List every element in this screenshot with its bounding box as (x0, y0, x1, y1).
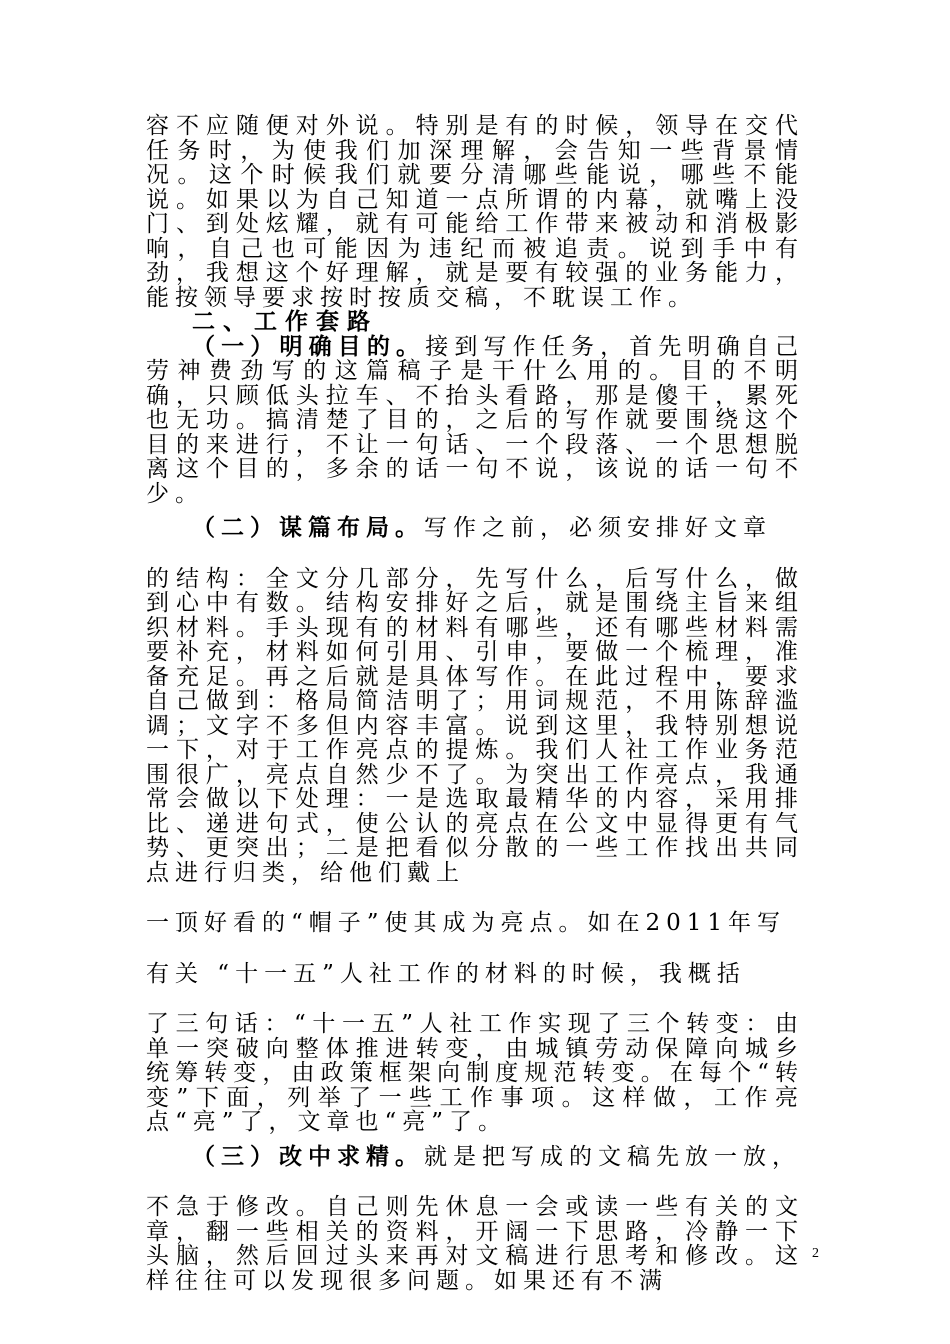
paragraph-continuation: 了三句话：“十一五”人社工作实现了三个转变：由单一突破向整体推进转变，由城镇劳动保障向城乡统筹转变，由政策框架向制度规范转变。在每个“转变”下面，列举了一些工作事项。这样做，工作亮点“亮”了，文章也“亮”了。 (146, 1011, 804, 1135)
body-text (146, 114, 804, 1293)
paragraph-text: 就是把写成的文稿先放一放， (424, 1143, 801, 1170)
subsection-lead: （二）谋篇布局。 (192, 515, 424, 541)
paragraph-text: 写作之前，必须安排好文章 (424, 515, 772, 541)
paragraph (146, 516, 804, 541)
paragraph (146, 1145, 804, 1170)
paragraph-continuation: 的结构：全文分几部分，先写什么，后写什么，做到心中有数。结构安排好之后，就是围绕主旨来组织材料。手头现有的材料有哪些，还有哪些材料需要补充，材料如何引用、引申，要做一个梳理，准备充足。再之后就是具体写作。在此过程中，要求自己做到：格局简洁明了；用词规范，不用陈辞滥调；文字不多但内容丰富。说到这里，我特别想说一下，对于工作亮点的提炼。我们人社工作业务范围很广，亮点自然少不了。为突出工作亮点，我通常会做以下处理：一是选取最精华的内容，采用排比、递进句式，使公认的亮点在公文中显得更有气势、更突出；二是把看似分散的一些工作找出共同点进行归类，给他们戴上 (146, 565, 804, 886)
paragraph-continuation: 有关 “十一五”人社工作的材料的时候，我概括 (146, 960, 746, 987)
subsection-lead: （三）改中求精。 (192, 1143, 424, 1170)
paragraph (146, 335, 804, 507)
paragraph-continuation: 一顶好看的“帽子”使其成为亮点。如在2011年写 (146, 910, 787, 936)
paragraph-continuation: 不急于修改。自己则先休息一会或读一些有关的文章，翻一些相关的资料，开阔一下思路，冷静一下头脑，然后回过头来再对文稿进行思考和修改。这样往往可以发现很多问题。如果还有不满 (146, 1194, 804, 1294)
paragraph-text: 接到写作任务，首先明确自己劳神费劲写的这篇稿子是干什么用的。目的不明确，只顾低头拉车、不抬头看路，那是傻干，累死也无功。搞清楚了目的，之后的写作就要围绕这个目的来进行，不让一句话、一个段落、一个思想脱离这个目的，多余的话一句不说，该说的话一句不少。 (146, 333, 805, 507)
section-heading: 二、工作套路 (192, 309, 378, 335)
paragraph: 容不应随便对外说。特别是有的时候，领导在交代任务时，为使我们加深理解，会告知一些背景情况。这个时候我们就要分清哪些能说，哪些不能说。如果以为自己知道一点所谓的内幕，就嘴上没门、到处炫耀，就有可能给工作带来被动和消极影响，自己也可能因为违纪而被追责。说到手中有劲，我想这个好理解，就是要有较强的业务能力，能按领导要求按时按质交稿，不耽误工作。 (146, 113, 804, 311)
page-number: 2 (812, 1246, 819, 1261)
subsection-lead: （一）明确目的。 (192, 333, 426, 360)
